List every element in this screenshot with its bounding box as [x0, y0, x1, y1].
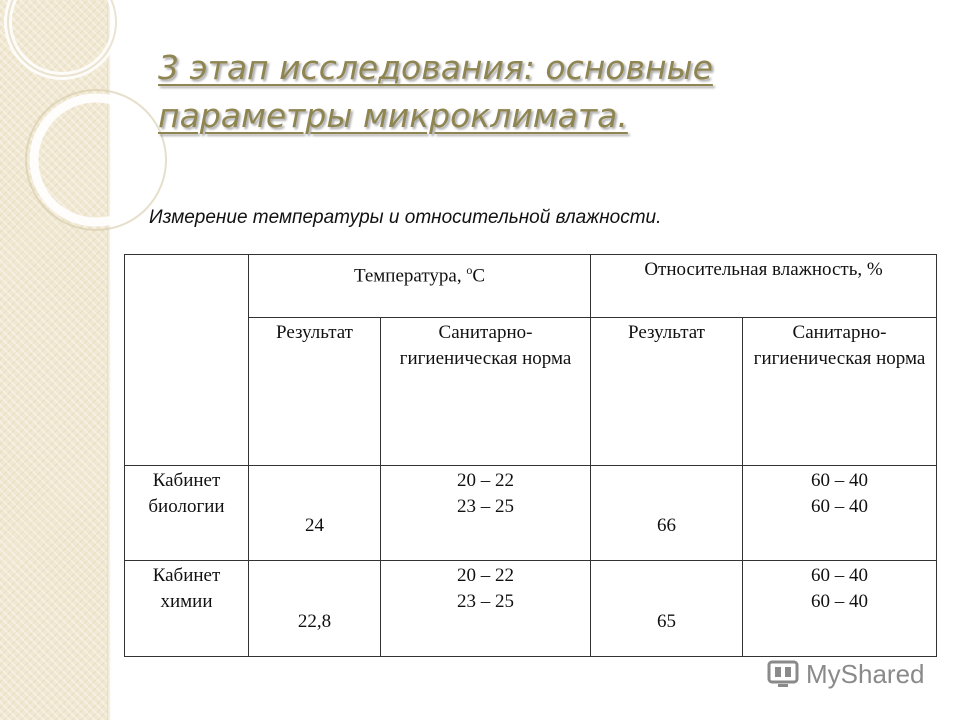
temp-norm-line-1: 20 – 22	[457, 470, 514, 491]
hum-norm-line-2: 60 – 40	[811, 496, 868, 517]
microclimate-table	[124, 254, 937, 657]
room-name: Кабинет химии	[125, 561, 249, 657]
myshared-logo-icon	[766, 658, 800, 690]
hum-result-value: 65	[591, 561, 743, 657]
ring-bottom-outline	[26, 90, 166, 230]
watermark-logo	[766, 656, 925, 692]
temp-norm-subheader: Санитарно-гигиеническая норма	[381, 318, 591, 466]
corner-cell	[125, 255, 249, 466]
table-row	[125, 466, 937, 561]
degree-sign: о	[466, 263, 473, 277]
temp-norm-value	[381, 466, 591, 561]
ring-top	[8, 0, 116, 76]
temperature-header-label: Температура,	[353, 265, 467, 287]
room-name: Кабинет биологии	[125, 466, 249, 561]
table-header-row	[125, 255, 937, 318]
temp-result-value: 22,8	[249, 561, 381, 657]
slide-subtitle: Измерение температуры и относительной влажности.	[149, 207, 662, 228]
watermark-logo-text: MyShared	[806, 658, 925, 689]
temperature-header	[249, 255, 591, 318]
ring-bottom	[34, 98, 158, 222]
temp-result-subheader: Результат	[249, 318, 381, 466]
hum-norm-subheader: Санитарно-гигиеническая норма	[743, 318, 937, 466]
table-row	[125, 561, 937, 657]
hum-norm-value	[743, 466, 937, 561]
temp-norm-line-2: 23 – 25	[457, 496, 514, 517]
temp-norm-line-2: 23 – 25	[457, 591, 514, 612]
hum-result-value: 66	[591, 466, 743, 561]
temp-norm-value	[381, 561, 591, 657]
slide-title: 3 этап исследования: основные параметры микроклимата.	[158, 48, 713, 135]
temp-result-value: 24	[249, 466, 381, 561]
hum-norm-line-2: 60 – 40	[811, 591, 868, 612]
hum-norm-value	[743, 561, 937, 657]
temperature-unit: С	[472, 265, 486, 287]
hum-norm-line-1: 60 – 40	[811, 470, 868, 491]
hum-norm-line-1: 60 – 40	[811, 565, 868, 586]
temp-norm-line-1: 20 – 22	[457, 565, 514, 586]
hum-result-subheader: Результат	[591, 318, 743, 466]
humidity-header: Относительная влажность, %	[591, 255, 937, 318]
